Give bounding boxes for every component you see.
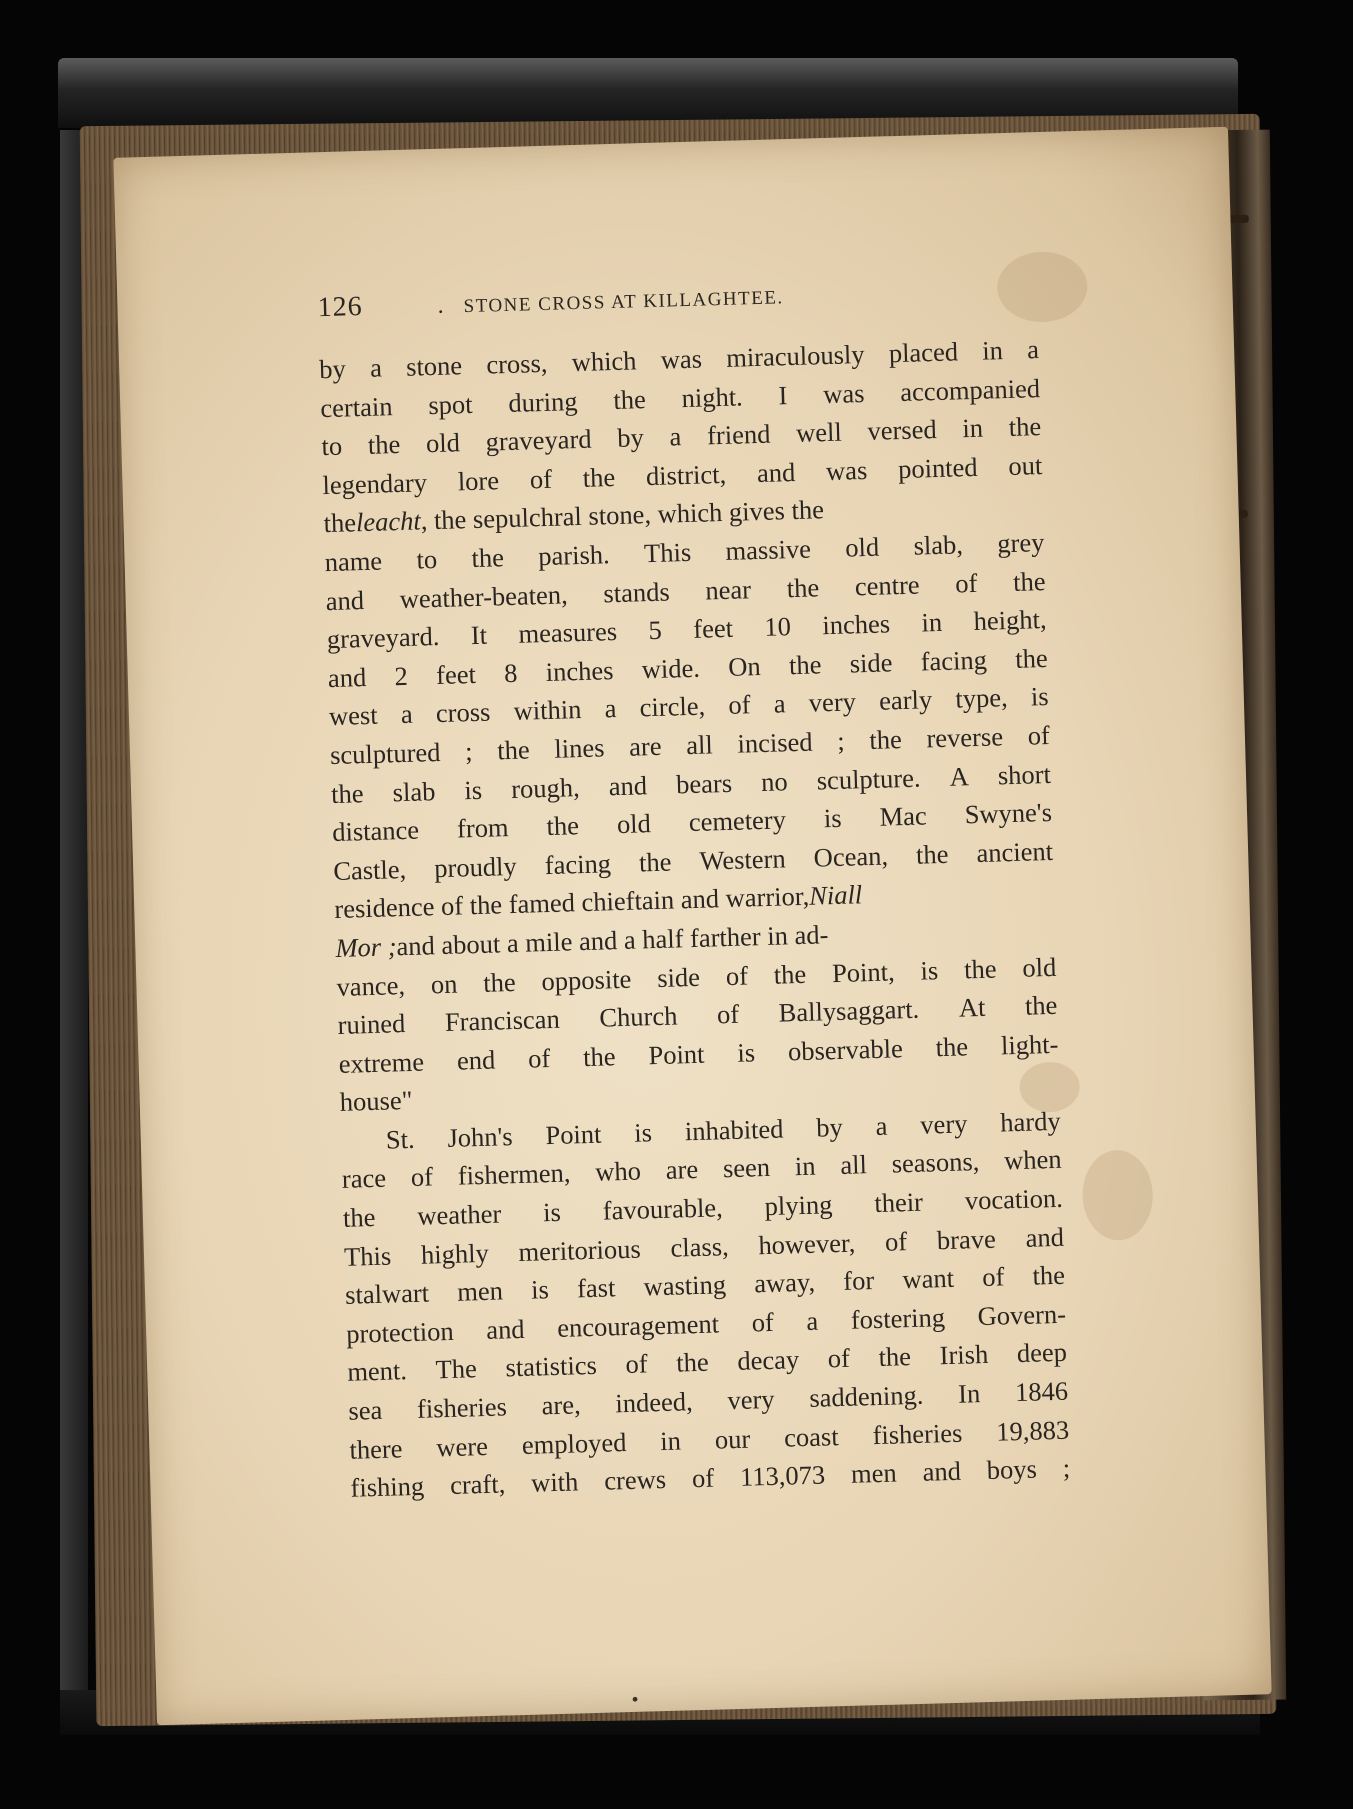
word: old [425,427,461,459]
word: employed [521,1426,627,1460]
word: out [1007,449,1043,481]
word: of [625,1348,648,1380]
word: is [920,954,939,986]
word: opposite [541,963,632,996]
word: certain [319,390,393,423]
word: are [628,730,662,762]
text-line: Mor ; and about a mile and a half farther in ad- [335,909,1056,968]
word: the [638,846,672,878]
word: by [815,1111,844,1143]
word: saddening. [808,1379,924,1413]
word: the [330,777,364,809]
word: name [324,545,383,578]
word: hardy [999,1105,1061,1138]
word: Western [699,843,787,876]
word: St. [385,1123,415,1155]
paragraph-1 [319,330,1060,1122]
word: lines [553,732,605,764]
word: a [1026,334,1040,365]
word: in [794,1151,816,1182]
word: ; [836,725,846,756]
word: old [1021,951,1057,983]
word: cemetery [688,804,787,838]
word: were [435,1430,489,1462]
word: by [616,422,645,454]
word: the [582,461,616,493]
word: observable [787,1032,904,1067]
word: I [778,379,788,410]
word: legendary [322,467,428,500]
word: of [827,1343,851,1374]
word: circle, [639,690,706,723]
word: graveyard. [326,621,440,655]
word: grey [996,527,1045,559]
word: 19,883 [995,1414,1070,1447]
italic-term: leacht [355,505,422,538]
word: class, [670,1230,730,1263]
word: slab [392,775,436,807]
word: of [527,1042,551,1074]
word: feet [692,612,734,645]
word: the [1014,642,1049,674]
word: highly [420,1237,490,1270]
book-page [113,127,1271,1726]
word: This [643,536,692,569]
word: the [675,1347,710,1379]
word: of [691,1462,715,1494]
word: reverse [926,721,1004,754]
word: indeed, [614,1386,694,1419]
word: and [1025,1221,1065,1253]
word: of [954,567,978,599]
word: deep [1016,1337,1068,1369]
word: wide. [641,652,701,685]
word: of [751,1306,775,1338]
word: weather [416,1198,502,1231]
word: fishermen, [457,1157,571,1192]
word: In [957,1378,981,1409]
word: lore [457,465,500,497]
word: The [435,1353,478,1385]
word: Ballysaggart. [778,993,920,1028]
word: the [612,383,647,415]
word: This [343,1240,392,1272]
word: facing [920,644,988,677]
word: a [875,1110,888,1141]
word: in [961,412,984,444]
word: the [367,429,401,461]
word: the [788,649,822,680]
word: old [616,808,652,840]
word: is [542,1196,562,1228]
word: ancient [976,835,1054,868]
word: are [665,1154,699,1186]
word: the [496,734,531,766]
text-line: house" [339,1085,413,1118]
word: Mac [879,800,928,832]
word: the [1024,989,1058,1021]
word: miraculously [725,338,865,373]
body-text [319,330,1071,1507]
word: sea [347,1394,383,1426]
word: is [464,774,483,805]
word: a [604,693,617,724]
word: favourable, [602,1192,724,1226]
word: extreme [338,1046,425,1079]
word: rough, [510,771,581,804]
word: with [530,1466,579,1498]
word: a [773,688,786,719]
word: of [727,689,751,721]
word: is [633,1117,653,1148]
word: end [456,1044,496,1076]
word: from [456,812,509,844]
word: very [727,1383,775,1416]
word: At [958,991,986,1023]
word: ment. [346,1355,408,1388]
word: want [902,1263,955,1295]
foxing-stain [1081,1149,1153,1241]
word: the [342,1202,376,1233]
word: very [808,686,857,719]
word: is [1030,681,1050,712]
word: inches [821,608,891,641]
word: Point [545,1118,602,1151]
word: Franciscan [444,1003,561,1038]
word: ; [464,736,473,767]
word: however, [758,1227,856,1260]
running-head: STONE CROSS AT KILLAGHTEE. [463,287,784,318]
word: their [873,1186,924,1219]
word: when [1003,1144,1062,1176]
word: district, [645,458,727,491]
word: a [805,1305,819,1336]
word: 1846 [1014,1375,1069,1408]
word: west [328,700,378,732]
word: and [327,661,367,693]
word: of [1027,719,1051,751]
word: during [507,385,578,418]
word: our [714,1423,751,1455]
word: weather-beaten, [399,578,569,614]
word: sculptured [329,736,441,770]
word: coast [783,1420,840,1453]
word: the [786,571,820,603]
word: stalwart [344,1277,430,1311]
word: a [369,352,383,383]
word: massive [725,533,812,566]
word: decay [736,1344,800,1377]
word: men [850,1457,898,1489]
word: ; [1062,1452,1071,1484]
word: seasons, [891,1146,980,1179]
word: fisheries [872,1417,963,1450]
word: and [608,769,648,801]
word: near [704,573,752,606]
word: placed [888,336,959,369]
text-line: residence of the famed chieftain and warrior, Niall [334,870,1055,929]
word: John's [447,1120,513,1153]
word: 10 [764,611,792,643]
word: Swyne's [964,797,1053,830]
word: the [773,958,807,990]
word: and [485,1313,525,1345]
word: the [868,724,903,755]
word: Irish [939,1339,989,1371]
word: who [594,1156,642,1188]
word: within [513,694,582,727]
word: seen [722,1152,771,1184]
word: all [685,729,714,761]
word: no [760,765,789,797]
word: height, [973,604,1047,637]
word: It [470,619,488,651]
word: is [736,1036,756,1068]
word: away, [753,1266,816,1299]
word: 2 [394,660,409,691]
word: statistics [505,1350,598,1383]
word: Castle, [332,853,407,886]
word: there [349,1432,403,1465]
word: Church [598,1000,678,1033]
word: was [825,454,868,486]
ink-speck: • [631,1688,639,1711]
word: inhabited [684,1113,784,1147]
word: sculpture. [816,762,921,795]
word: are, [541,1389,581,1421]
word: boys [986,1453,1038,1486]
word: a [400,699,414,730]
word: On [727,650,762,682]
word: old [844,531,880,563]
word: feet [435,658,477,690]
word: of [410,1161,434,1193]
word: parish. [537,539,611,572]
word: cross [435,696,491,729]
word: light- [1000,1028,1059,1061]
word: in [659,1425,682,1456]
word: in [921,607,943,638]
paragraph-2 [340,1102,1070,1508]
word: craft, [449,1468,506,1501]
word: was [660,343,703,375]
text-line: the leacht , the sepulchral stone, which gives the [323,484,1044,543]
word: and [922,1455,962,1488]
italic-term: Niall [808,879,863,912]
word: spot [427,388,473,420]
word: proudly [433,850,518,883]
word: distance [331,814,420,848]
word: accompanied [899,372,1041,407]
word: and [756,456,796,488]
word: encouragement [556,1308,720,1343]
word: very [919,1108,968,1140]
word: of [716,998,740,1030]
word: on [430,968,458,999]
word: men [456,1275,504,1307]
word: was [822,377,865,409]
word: of [884,1225,908,1257]
word: protection [345,1315,455,1349]
word: is [530,1274,550,1305]
word: graveyard [485,423,592,457]
word: the [1032,1259,1066,1291]
word: the [878,1341,912,1373]
word: all [839,1149,868,1181]
word: Ocean, [813,840,889,873]
word: vocation. [964,1182,1064,1216]
word: inches [545,654,614,687]
word: stands [602,576,671,608]
word: is [823,802,843,834]
word: ruined [337,1008,406,1041]
word: of [981,1261,1005,1293]
word: wasting [643,1269,727,1302]
word: incised [737,726,813,759]
word: and [325,584,365,616]
word: fisheries [416,1391,508,1424]
word: which [571,345,637,378]
word: type, [954,682,1009,714]
page-number: 126 [317,290,364,324]
word: measures [518,616,618,649]
word: crews [603,1464,667,1496]
word: the [915,838,949,870]
word: the [482,966,517,998]
word: 5 [648,614,663,646]
word: A [949,760,970,792]
word: side [849,647,893,679]
italic-term: Mor ; [335,931,397,963]
word: pointed [897,451,978,484]
word: race [341,1163,387,1195]
word: a [669,421,682,452]
word: versed [867,414,938,447]
word: the [471,542,505,573]
word: 8 [503,657,518,688]
word: meritorious [518,1233,642,1267]
word: stone [405,350,463,382]
word: fishing [350,1470,425,1503]
word: vance, [336,969,406,1002]
word: the [1012,565,1046,597]
word: cross, [485,347,548,380]
word: for [842,1265,875,1297]
word: side [656,961,701,993]
word: facing [544,847,612,880]
word: by [318,353,347,385]
word: to [416,543,438,575]
word: 113,073 [739,1459,826,1493]
word: the [582,1040,616,1072]
word: the [1008,411,1042,443]
word: Govern- [977,1298,1067,1332]
word: the [935,1031,969,1062]
word: night. [681,380,744,413]
word: of [529,463,553,495]
word: friend [706,418,771,451]
word: Point [648,1038,705,1070]
word: fostering [850,1301,946,1335]
word: Point, [831,955,896,988]
word: slab, [913,529,964,561]
word: short [997,758,1052,790]
word: centre [854,569,920,601]
word: early [878,684,933,717]
header-dot: . [437,292,444,319]
word: well [795,416,843,449]
word: the [963,953,997,984]
word: of [725,959,749,991]
word: bears [675,767,733,799]
word: to [321,430,343,462]
word: the [546,810,580,842]
word: fast [576,1272,616,1304]
word: in [981,335,1004,366]
word: plying [764,1189,833,1222]
word: brave [936,1223,997,1255]
page-header [317,271,1078,332]
